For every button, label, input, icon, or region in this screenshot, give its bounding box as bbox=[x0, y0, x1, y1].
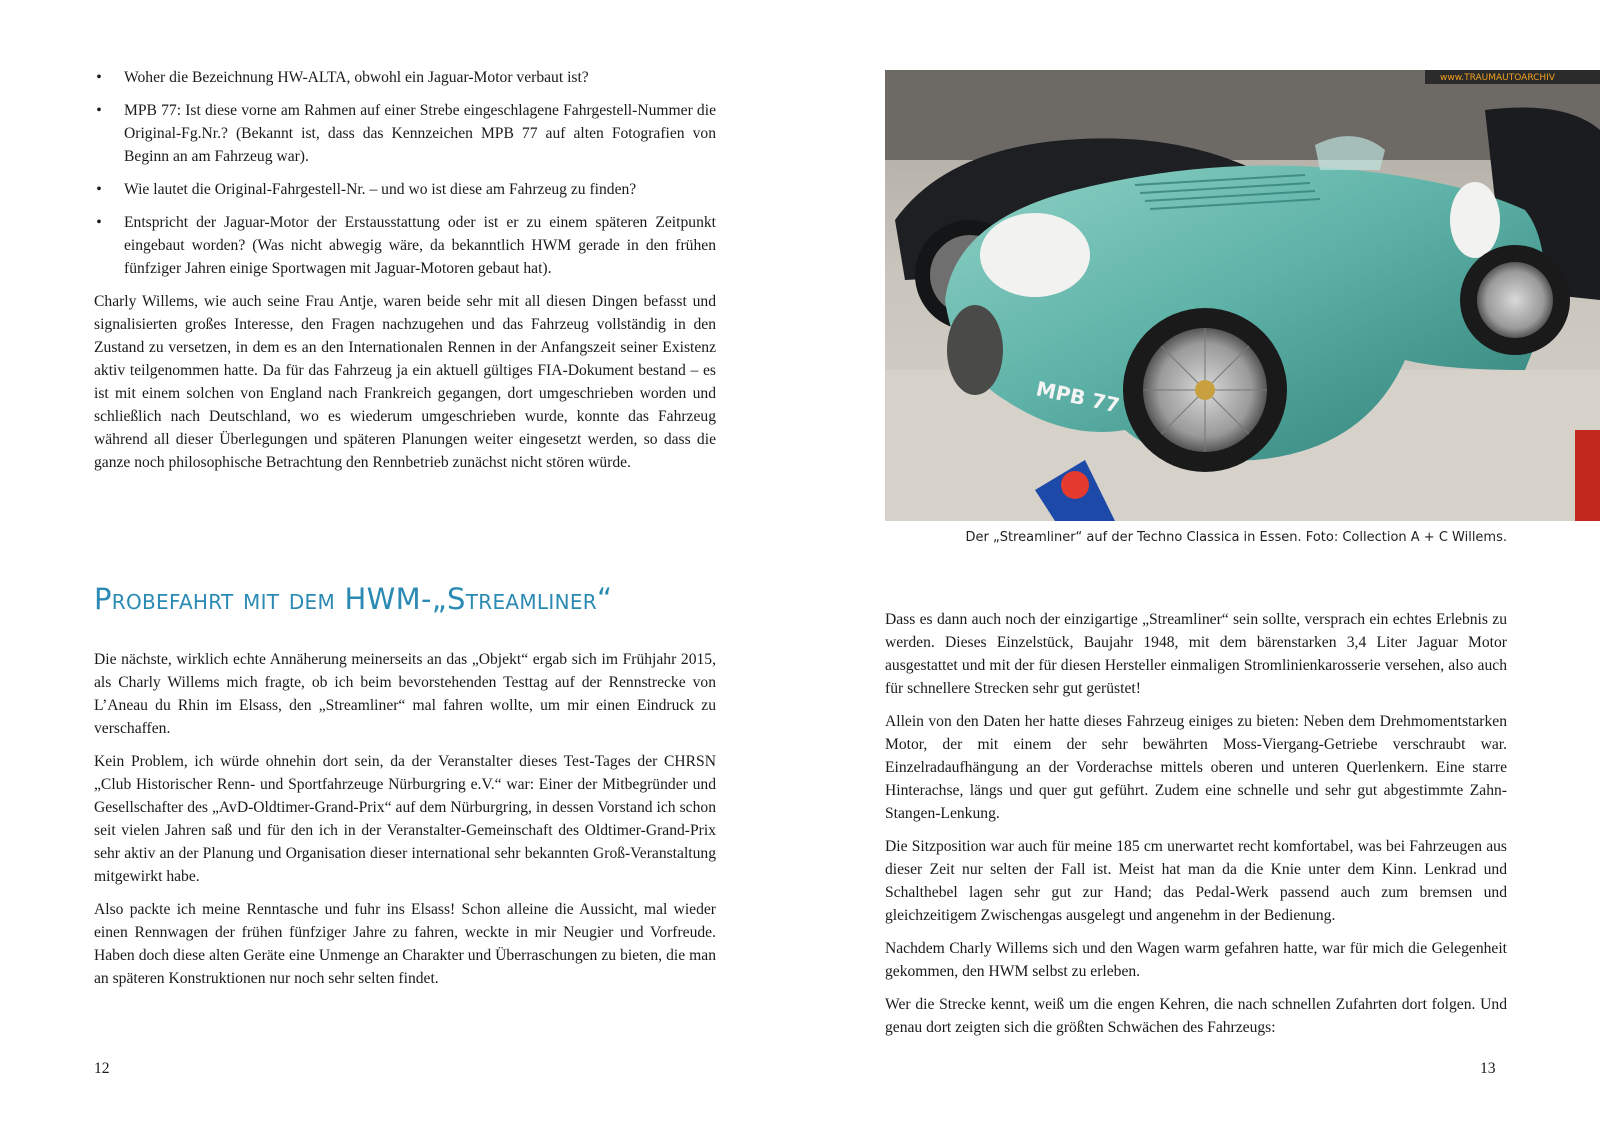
bullet-icon: • bbox=[96, 181, 102, 198]
list-item-text: MPB 77: Ist diese vorne am Rahmen auf einer Strebe eingeschlagene Fahrgestell-Nummer die Original-Fg.Nr.? (Bekannt ist, dass das Kennzeichen MPB 77 auf alten Fotografien von Beginn an am Fahrzeug war). bbox=[124, 102, 716, 165]
bullet-icon: • bbox=[96, 102, 102, 119]
list-item bbox=[94, 178, 716, 201]
list-item bbox=[94, 99, 716, 168]
page-number-right: 13 bbox=[1480, 1060, 1496, 1077]
paragraph: Charly Willems, wie auch seine Frau Antje, waren beide sehr mit all diesen Dingen befasst und signalisierten großes Interesse, den Fragen nachzugehen und das Fahrzeug vollständig in den Zustand zu versetzen, in dem es an den Internationalen Rennen in der Anfangszeit seiner Existenz aktiv teilgenommen hatte. Da für das Fahrzeug ja ein aktuell gültiges FIA-Dokument bestand – es ist mit einem solchen von England nach Frankreich gegangen, dort umgeschrieben worden und schließlich nach Deutschland, wo es wiederum umgeschrieben wurde, konnte das Fahrzeug während all dieser Überlegungen und späteren Planungen weiter eingesetzt werden, so dass die ganze noch philosophische Betrachtung den Rennbetrieb zunächst nicht stören würde. bbox=[94, 293, 716, 471]
paragraph: Wer die Strecke kennt, weiß um die engen Kehren, die nach schnellen Zufahrten dort folgen. Und genau dort zeigten sich die größten Schwächen des Fahrzeugs: bbox=[885, 996, 1507, 1036]
page-number-left: 12 bbox=[94, 1060, 110, 1077]
bullet-icon: • bbox=[96, 214, 102, 231]
number-plate: MPB 77 bbox=[1033, 376, 1122, 418]
paragraph: Die nächste, wirklich echte Annäherung meinerseits an das „Objekt“ ergab sich im Frühjahr 2015, als Charly Willems mich fragte, ob ich beim bevorstehenden Testtag auf der Rennstrecke von L’Aneau du Rhin im Elsass, den „Streamliner“ mal fahren wollte, um mir einen Eindruck zu verschaffen. bbox=[94, 651, 716, 737]
list-item-text: Wie lautet die Original-Fahrgestell-Nr. – und wo ist diese am Fahrzeug zu finden? bbox=[124, 181, 637, 198]
front-grille bbox=[947, 305, 1003, 395]
list-item-text: Entspricht der Jaguar-Motor der Erstausstattung oder ist er zu einem späteren Zeitpunkt eingebaut worden? (Was nicht abwegig wäre, da bekanntlich HWM gerade in den frühen fünfziger Jahren einige Sportwagen mit Jaguar-Motoren gebaut hat). bbox=[124, 214, 716, 277]
banner-text: www.TRAUMAUTOARCHIV bbox=[1440, 73, 1556, 83]
paragraph: Also packte ich meine Renntasche und fuhr ins Elsass! Schon alleine die Aussicht, mal wieder einen Rennwagen der frühen fünfziger Jahre zu fahren, weckte in mir Neugier und Vorfreude. Haben doch diese alten Geräte eine Unmenge an Charakter und Überraschungen zu bieten, die man an späteren Konstruktionen nur noch sehr selten findet. bbox=[94, 901, 716, 987]
right-text-column bbox=[885, 608, 1507, 1049]
bullet-icon: • bbox=[96, 69, 102, 86]
paragraph: Dass es dann auch noch der einzigartige „Streamliner“ sein sollte, versprach ein echtes Erlebnis zu werden. Dieses Einzelstück, Baujahr 1948, mit dem bärenstarken 3,4 Liter Jaguar Motor ausgestattet und mit der für diesen Hersteller einmaligen Stromlinienkarosserie versehen, also auch für schnellere Strecken sehr gut gerüstet! bbox=[885, 611, 1507, 697]
left-text-column bbox=[94, 66, 716, 484]
streamliner-car-illustration bbox=[885, 70, 1600, 521]
paragraph: Nachdem Charly Willems sich und den Wagen warm gefahren hatte, war für mich die Gelegenheit gekommen, den HWM selbst zu erleben. bbox=[885, 940, 1507, 980]
car-photo bbox=[885, 70, 1600, 521]
photo-caption: Der „Streamliner“ auf der Techno Classica in Essen. Foto: Collection A + C Willems. bbox=[965, 530, 1507, 545]
front-roundel bbox=[980, 213, 1090, 297]
section-heading: Probefahrt mit dem HWM-„Streamliner“ bbox=[94, 582, 613, 616]
list-item-text: Woher die Bezeichnung HW-ALTA, obwohl ein Jaguar-Motor verbaut ist? bbox=[124, 69, 589, 86]
paragraph: Kein Problem, ich würde ohnehin dort sein, da der Veranstalter dieses Test-Tages der CHRSN „Club Historischer Renn- und Sportfahrzeuge Nürburgring e.V.“ war: Einer der Mitbegründer und Gesellschafter des „AvD-Oldtimer-Grand-Prix“ auf dem Nürburgring, in dessen Vorstand ich schon seit vielen Jahren saß und für den ich in der Veranstalter-Gemeinschaft des Oldtimer-Grand-Prix sehr aktiv an der Planung und Organisation dieser international sehr bekannten Groß-Veranstaltung mitgewirkt habe. bbox=[94, 753, 716, 885]
list-item bbox=[94, 66, 716, 89]
section-text-column bbox=[94, 648, 716, 1000]
question-list bbox=[94, 66, 716, 280]
paragraph: Allein von den Daten her hatte dieses Fahrzeug einiges zu bieten: Neben dem Drehmomentstarken Motor, der mit einem der sehr bewährten Moss-Viergang-Getriebe verschraubt war. Einzelradaufhängung an der Vorderachse mittels oberen und unteren Querlenkern. Eine starre Hinterachse, längs und quer gut geführt. Zudem eine schnelle und sehr gut abgestimmte Zahn-Stangen-Lenkung. bbox=[885, 713, 1507, 822]
list-item bbox=[94, 211, 716, 280]
paragraph: Die Sitzposition war auch für meine 185 cm unerwartet recht komfortabel, was bei Fahrzeugen aus dieser Zeit nur selten der Fall ist. Meist hat man da die Knie unter dem Kinn. Lenkrad und Schalthebel lagen sehr gut zur Hand; das Pedal-Werk passend auch zum bremsen und gleichzeitigem Zwischengas ausgelegt und angenehm in der Bedienung. bbox=[885, 838, 1507, 924]
side-roundel bbox=[1450, 182, 1500, 258]
